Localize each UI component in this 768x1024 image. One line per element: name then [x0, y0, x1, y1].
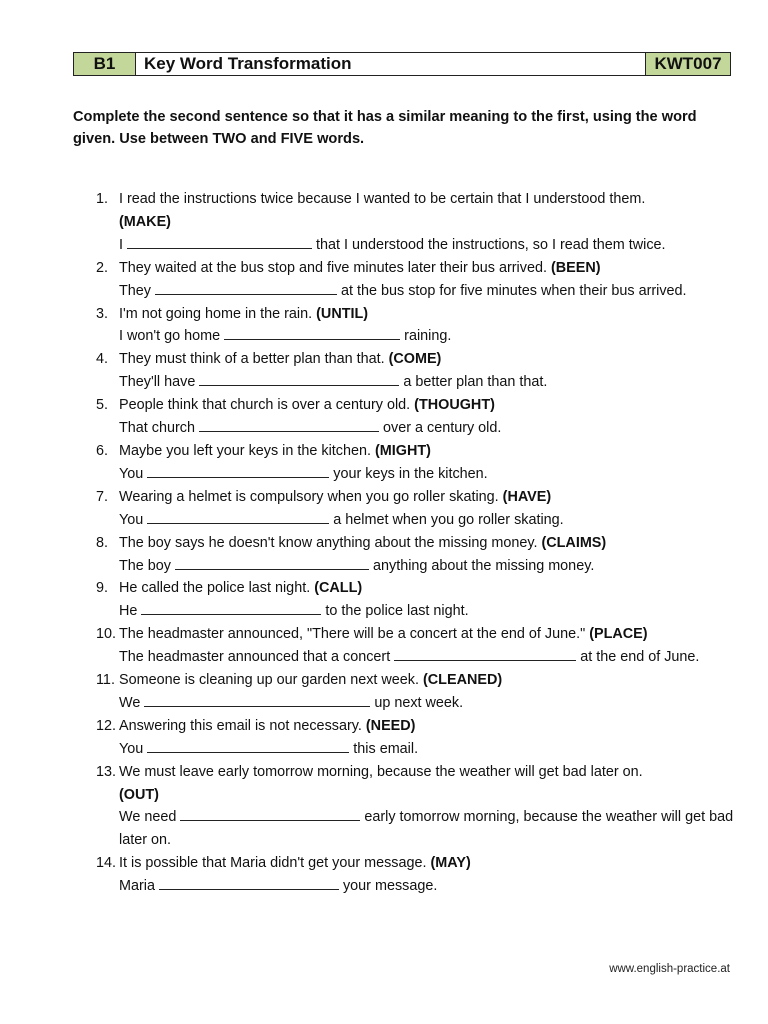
question-item — [96, 852, 736, 898]
keyword: (HAVE) — [502, 488, 552, 505]
keyword: (NEED) — [365, 717, 416, 734]
question-number: 3. — [96, 305, 109, 322]
question-item — [96, 532, 736, 578]
sentence-text: Someone is cleaning up our garden next week. — [119, 672, 419, 689]
question-item — [96, 394, 736, 440]
keyword: (THOUGHT) — [414, 397, 495, 414]
sentence-text: They waited at the bus stop and five minutes later their bus arrived. — [119, 259, 547, 276]
rewrite-end: at the bus stop for five minutes when their bus arrived. — [341, 282, 687, 299]
original-sentence — [119, 532, 736, 555]
rewrite-sentence — [119, 738, 736, 761]
worksheet-header — [73, 52, 731, 76]
rewrite-start: Maria — [119, 878, 155, 895]
question-item — [96, 669, 736, 715]
sentence-text: They must think of a better plan than that. — [119, 351, 385, 368]
original-sentence — [119, 623, 736, 646]
rewrite-end: early tomorrow morning, because the weather will get bad later on. — [119, 809, 734, 849]
question-item — [96, 577, 736, 623]
rewrite-start: We — [119, 694, 141, 711]
keyword: (CLAIMS) — [541, 534, 607, 551]
sentence-text: We must leave early tomorrow morning, because the weather will get bad later on. — [119, 763, 643, 780]
answer-blank[interactable] — [147, 509, 329, 524]
answer-blank[interactable] — [175, 555, 369, 570]
sentence-text: I read the instructions twice because I wanted to be certain that I understood them. — [119, 191, 646, 207]
answer-blank[interactable] — [141, 600, 321, 615]
rewrite-sentence — [119, 417, 736, 440]
question-item — [96, 303, 736, 349]
rewrite-start: We need — [119, 809, 177, 826]
question-number: 2. — [96, 259, 109, 276]
question-number: 12. — [96, 717, 117, 734]
original-sentence — [119, 394, 736, 417]
rewrite-start: They — [119, 282, 151, 299]
question-number: 6. — [96, 442, 109, 459]
sentence-text: It is possible that Maria didn't get your message. — [119, 855, 427, 872]
rewrite-sentence — [119, 875, 736, 898]
level-badge: B1 — [74, 53, 136, 75]
sentence-text: He called the police last night. — [119, 580, 311, 597]
rewrite-start: I won't go home — [119, 328, 221, 345]
sentence-text: Wearing a helmet is compulsory when you go roller skating. — [119, 488, 499, 505]
rewrite-end: this email. — [353, 740, 419, 757]
original-sentence — [119, 257, 736, 280]
rewrite-start: They'll have — [119, 374, 196, 391]
question-item — [96, 188, 736, 257]
keyword: (PLACE) — [589, 626, 648, 643]
answer-blank[interactable] — [199, 417, 379, 432]
keyword: (CLEANED) — [423, 672, 503, 689]
rewrite-end: anything about the missing money. — [373, 557, 595, 574]
question-number: 5. — [96, 397, 109, 414]
rewrite-sentence — [119, 280, 736, 303]
sentence-text: Maybe you left your keys in the kitchen. — [119, 442, 371, 459]
original-sentence — [119, 188, 736, 234]
answer-blank[interactable] — [224, 325, 400, 340]
rewrite-sentence — [119, 692, 736, 715]
rewrite-sentence — [119, 234, 736, 257]
question-number: 9. — [96, 580, 109, 597]
keyword: (CALL) — [314, 580, 363, 597]
rewrite-start: That church — [119, 420, 195, 437]
answer-blank[interactable] — [127, 234, 312, 249]
sentence-text: The headmaster announced, "There will be a concert at the end of June." — [119, 626, 586, 643]
rewrite-end: your keys in the kitchen. — [333, 465, 488, 482]
rewrite-sentence — [119, 555, 736, 578]
question-item — [96, 761, 736, 853]
keyword: (COME) — [388, 351, 442, 368]
question-item — [96, 623, 736, 669]
instructions: Complete the second sentence so that it has a similar meaning to the first, using the word given. Use between TWO and FIVE words. — [73, 109, 697, 147]
rewrite-start: You — [119, 511, 144, 528]
rewrite-start: You — [119, 740, 144, 757]
worksheet-title: Key Word Transformation — [136, 53, 646, 75]
sentence-text: I'm not going home in the rain. — [119, 305, 313, 322]
rewrite-start: The boy — [119, 557, 171, 574]
keyword: (OUT) — [119, 786, 159, 803]
rewrite-end: your message. — [342, 878, 438, 895]
sentence-text: The boy says he doesn't know anything about the missing money. — [119, 534, 538, 551]
rewrite-start: I — [119, 236, 123, 253]
question-item — [96, 257, 736, 303]
question-item — [96, 440, 736, 486]
rewrite-start: He — [119, 603, 138, 620]
rewrite-sentence — [119, 325, 736, 348]
footer-url: www.english-practice.at — [609, 963, 730, 975]
question-number: 4. — [96, 351, 109, 368]
sentence-text: People think that church is over a century old. — [119, 397, 411, 414]
original-sentence — [119, 486, 736, 509]
original-sentence — [119, 348, 736, 371]
rewrite-end: up next week. — [374, 694, 464, 711]
original-sentence — [119, 852, 736, 875]
question-number: 13. — [96, 763, 117, 780]
original-sentence — [119, 669, 736, 692]
question-number: 11. — [96, 672, 115, 689]
answer-blank[interactable] — [394, 646, 576, 661]
keyword: (MAKE) — [119, 213, 171, 230]
question-number: 7. — [96, 488, 109, 505]
answer-blank[interactable] — [147, 738, 349, 753]
rewrite-sentence — [119, 463, 736, 486]
keyword: (UNTIL) — [316, 305, 369, 322]
answer-blank[interactable] — [147, 463, 329, 478]
keyword: (MIGHT) — [374, 442, 431, 459]
rewrite-sentence — [119, 600, 736, 623]
original-sentence — [119, 761, 736, 807]
sentence-text: Answering this email is not necessary. — [119, 717, 362, 734]
rewrite-sentence — [119, 646, 736, 669]
question-number: 14. — [96, 855, 117, 872]
original-sentence — [119, 715, 736, 738]
original-sentence — [119, 440, 736, 463]
answer-blank[interactable] — [180, 806, 360, 821]
rewrite-end: to the police last night. — [325, 603, 469, 620]
rewrite-sentence — [119, 509, 736, 532]
original-sentence — [119, 303, 736, 326]
rewrite-end: that I understood the instructions, so I read them twice. — [316, 236, 666, 253]
rewrite-start: You — [119, 465, 144, 482]
answer-blank[interactable] — [159, 875, 339, 890]
rewrite-end: a helmet when you go roller skating. — [333, 511, 564, 528]
original-sentence — [119, 577, 736, 600]
question-number: 8. — [96, 534, 109, 551]
answer-blank[interactable] — [199, 371, 399, 386]
rewrite-end: a better plan than that. — [403, 374, 548, 391]
rewrite-sentence — [119, 371, 736, 394]
question-item — [96, 348, 736, 394]
worksheet-code: KWT007 — [646, 53, 730, 75]
rewrite-sentence — [119, 806, 736, 852]
question-number: 1. — [96, 191, 109, 207]
question-number: 10. — [96, 626, 117, 643]
rewrite-start: The headmaster announced that a concert — [119, 649, 391, 666]
question-item — [96, 715, 736, 761]
answer-blank[interactable] — [155, 280, 337, 295]
rewrite-end: over a century old. — [383, 420, 502, 437]
rewrite-end: at the end of June. — [580, 649, 700, 666]
keyword: (BEEN) — [550, 259, 601, 276]
question-list — [96, 188, 736, 898]
rewrite-end: raining. — [404, 328, 452, 345]
answer-blank[interactable] — [144, 692, 370, 707]
question-item — [96, 486, 736, 532]
keyword: (MAY) — [430, 855, 471, 872]
